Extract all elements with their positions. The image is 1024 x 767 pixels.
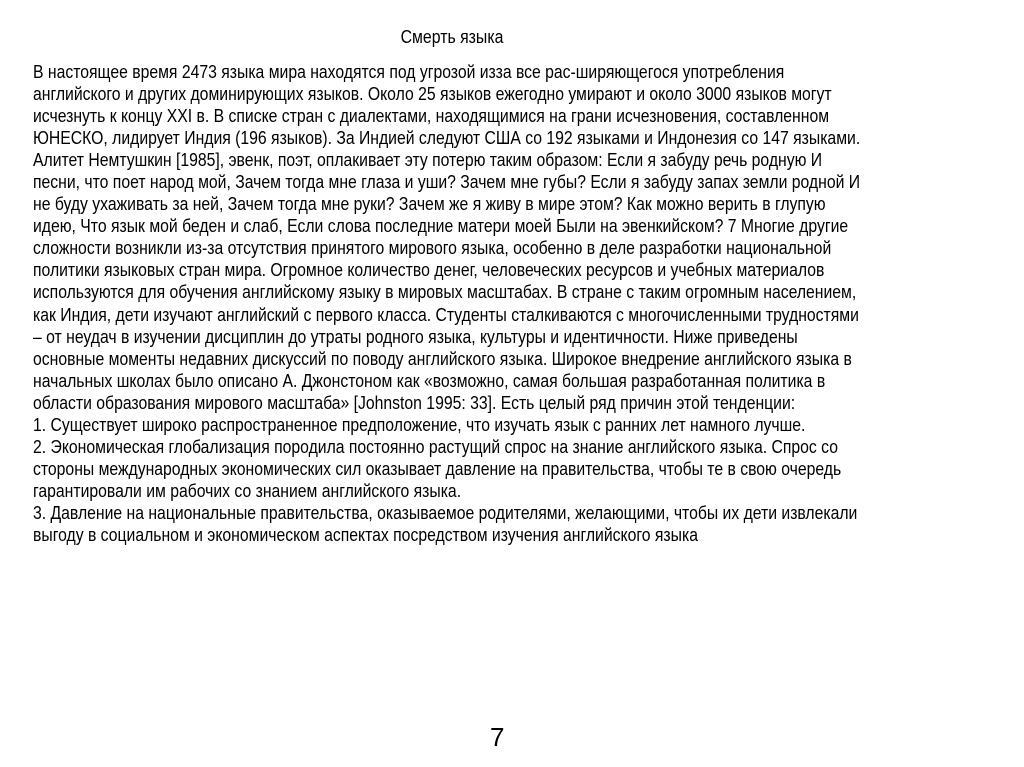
text-line: используются для обучения английскому языку в мировых масштабах. В стране с таким огромным населением,	[33, 282, 857, 303]
text-line: начальных школах было описано А. Джонстоном как «возможно, самая большая разработанная политика в	[33, 370, 826, 391]
text-line: 2. Экономическая глобализация породила постоянно растущий спрос на знание английского языка. Спрос со	[33, 436, 838, 457]
text-line: идею, Что язык мой беден и слаб, Если слова последние матери моей Были на эвенкийском? 7 Многие другие	[33, 216, 849, 237]
text-line: исчезнуть к концу XXI в. В списке стран с диалектами, находящимися на грани исчезновения, составленном	[33, 106, 830, 127]
text-line: В настоящее время 2473 языка мира находятся под угрозой изза все рас-ширяющегося употребления	[33, 62, 785, 82]
slide-body-text	[33, 61, 978, 546]
text-line: области образования мирового масштаба» [Johnston 1995: 33]. Есть целый ряд причин этой тенденции:	[33, 392, 796, 413]
text-line: английского и других доминирующих языков. Около 25 языков ежегодно умирают и около 3000 языков могут	[33, 84, 832, 105]
text-line: – от неудач в изучении дисциплин до утраты родного языка, культуры и идентичности. Ниже приведены	[33, 326, 798, 347]
page-number: 7	[490, 722, 505, 752]
text-line: стороны международных экономических сил оказывает давление на правительства, чтобы те в свою очередь	[33, 458, 842, 479]
text-line: гарантировали им рабочих со знанием английского языка.	[33, 480, 462, 501]
text-line: политики языковых стран мира. Огромное количество денег, человеческих ресурсов и учебных материалов	[33, 260, 825, 281]
text-line: Алитет Немтушкин [1985], эвенк, поэт, оплакивает эту потерю таким образом: Если я забуду речь родную И	[33, 150, 823, 171]
text-line: ЮНЕСКО, лидирует Индия (196 языков). За Индией следуют США со 192 языками и Индонезия со 147 языками.	[33, 128, 861, 149]
slide-title: Смерть языка	[400, 27, 504, 47]
text-line: выгоду в социальном и экономическом аспектах посредством изучения английского языка	[33, 524, 698, 545]
text-line: основные моменты недавних дискуссий по поводу английского языка. Широкое внедрение английского языка в	[33, 348, 852, 369]
text-line: 3. Давление на национальные правительства, оказываемое родителями, желающими, чтобы их дети извлекали	[33, 502, 858, 523]
text-line: не буду ухаживать за ней, Зачем тогда мне руки? Зачем же я живу в мире этом? Как можно верить в глупую	[33, 194, 826, 215]
text-line: сложности возникли из-за отсутствия принятого мирового языка, особенно в деле разработки национальной	[33, 238, 832, 259]
text-line: песни, что поет народ мой, Зачем тогда мне глаза и уши? Зачем мне губы? Если я забуду запах земли родной И	[33, 172, 861, 193]
text-line: как Индия, дети изучают английский с первого класса. Студенты сталкиваются с многочисленными трудностями	[33, 304, 859, 325]
text-line: 1. Существует широко распространенное предположение, что изучать язык с ранних лет намного лучше.	[33, 414, 806, 435]
